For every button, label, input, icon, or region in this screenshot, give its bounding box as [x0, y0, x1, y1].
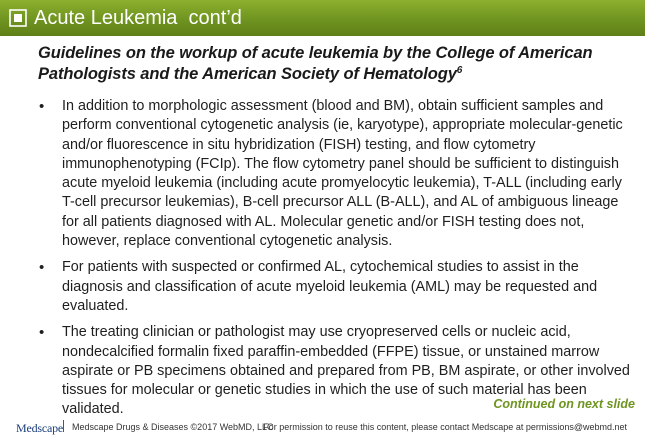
- bullet-item: • For patients with suspected or confirmed AL, cytochemical studies to assist in the diagnosis and classification of acute myeloid leukemia (AML) may be requested and evaluated.: [20, 258, 632, 316]
- bullet-list: [20, 97, 632, 427]
- subtitle-text: Guidelines on the workup of acute leukemia by the College of American Pathologists and the American Society of Hematology: [38, 44, 593, 83]
- footer-copyright: Medscape Drugs & Diseases ©2017 WebMD, LLC: [72, 422, 274, 432]
- slide-header: [0, 0, 645, 36]
- slide-footer: [0, 417, 645, 439]
- bullet-item: • In addition to morphologic assessment (blood and BM), obtain sufficient samples and perform conventional cytogenetic analysis (ie, karyotype), appropriate molecular-genetic and/or fluorescence in situ hybridization (FISH) testing, and flow cytometry immunophenotyping (FCIp). The flow cytometry panel should be sufficient to distinguish acute myeloid leukemia (including acute promyelocytic leukemia), T-ALL (including early T-cell precursor leukemias), B-cell precursor ALL (B-ALL), and AL of ambiguous lineage for all patients diagnosed with AL. Molecular genetic and/or FISH testing does not, however, replace conventional cytogenetic analysis.: [20, 97, 632, 251]
- medscape-logo: Medscape: [16, 421, 64, 435]
- slide-title: Acute Leukemia cont’d: [34, 7, 242, 29]
- slide-subtitle: [38, 43, 630, 85]
- bullet-item: • The treating clinician or pathologist may use cryopreserved cells or nucleic acid, nondecalcified formalin fixed paraffin-embedded (FFPE) tissue, or unstained marrow aspirate or PB specimens obtained and prepared from PB, BM aspirate, or other involved tissues for molecular or genetic studies in which the use of such material has been validated.: [20, 323, 632, 419]
- continued-note: Continued on next slide: [493, 397, 635, 411]
- square-bullet-icon: [9, 9, 27, 27]
- footer-permission: For permission to reuse this content, please contact Medscape at permissions@webmd.net: [263, 422, 627, 432]
- footer-divider: [63, 420, 64, 432]
- subtitle-reference: 6: [456, 65, 463, 76]
